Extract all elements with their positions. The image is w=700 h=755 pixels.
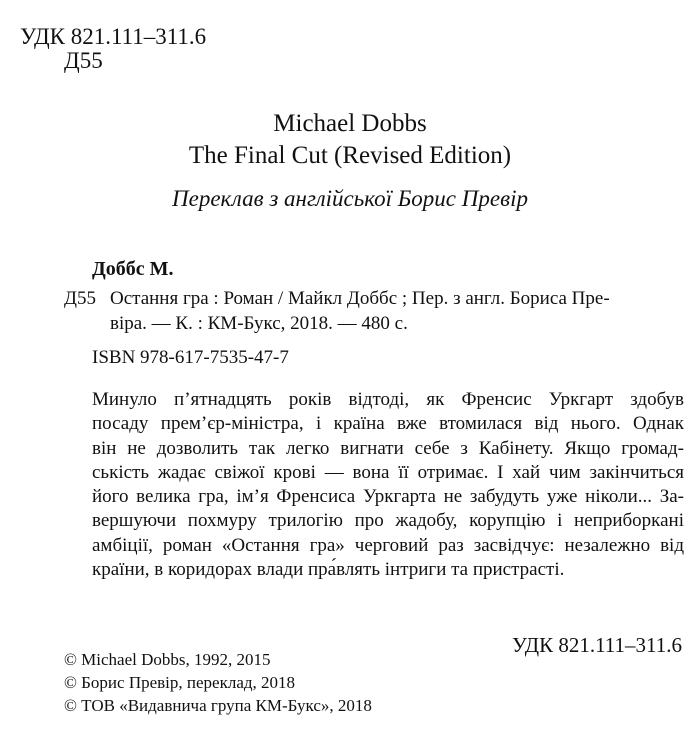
abstract-line: країни, в коридорах влади пра́влять інтриги та пристрасті. [92,559,565,581]
copyright-line: © ТОВ «Видавнича група КМ-Букс», 2018 [64,696,372,715]
author-mark-top: Д55 [64,48,103,73]
original-title: The Final Cut (Revised Edition) [188,142,512,169]
abstract-line: посаду прем’єр-міністра, і країна вже втомилася від нього. Однак [92,413,684,435]
abstract-line: вершуючи похмуру трилогію про жадобу, корупцію і неприборкані [92,510,684,532]
isbn: ISBN 978-617-7535-47-7 [92,347,289,368]
abstract-line: він не дозволить так легко вигнати себе з Кабінету. Якщо громад- [92,437,684,459]
abstract [92,388,684,582]
abstract-line: амбіції, роман «Остання гра» черговий раз засвідчує: незалежно від [92,534,684,556]
abstract-line: його велика гра, ім’я Френсиса Уркгарта не забудуть уже ніколи... За- [92,486,684,508]
copyright-line: © Michael Dobbs, 1992, 2015 [64,650,271,669]
catalog-author-mark: Д55 [64,288,96,309]
abstract-line: ськість жадає свіжої крові — вона її отримає. І хай чим закінчиться [92,461,684,483]
catalog-description-line-2: віра. — К. : КМ-Букс, 2018. — 480 с. [110,313,408,334]
udk-code-bottom: УДК 821.111–311.6 [512,633,682,657]
copyright-line: © Борис Превір, переклад, 2018 [64,673,296,692]
original-author: Michael Dobbs [273,110,427,137]
udk-code-top: УДК 821.111–311.6 [20,24,207,49]
catalog-description-line-1: Остання гра : Роман / Майкл Доббс ; Пер. з англ. Бориса Пре- [110,288,610,309]
catalog-author: Доббс М. [92,258,174,280]
abstract-line: Минуло п’ятнадцять років відтоді, як Френсис Уркгарт здобув [92,389,684,410]
translator-credit: Переклав з англійської Борис Превір [172,186,528,211]
